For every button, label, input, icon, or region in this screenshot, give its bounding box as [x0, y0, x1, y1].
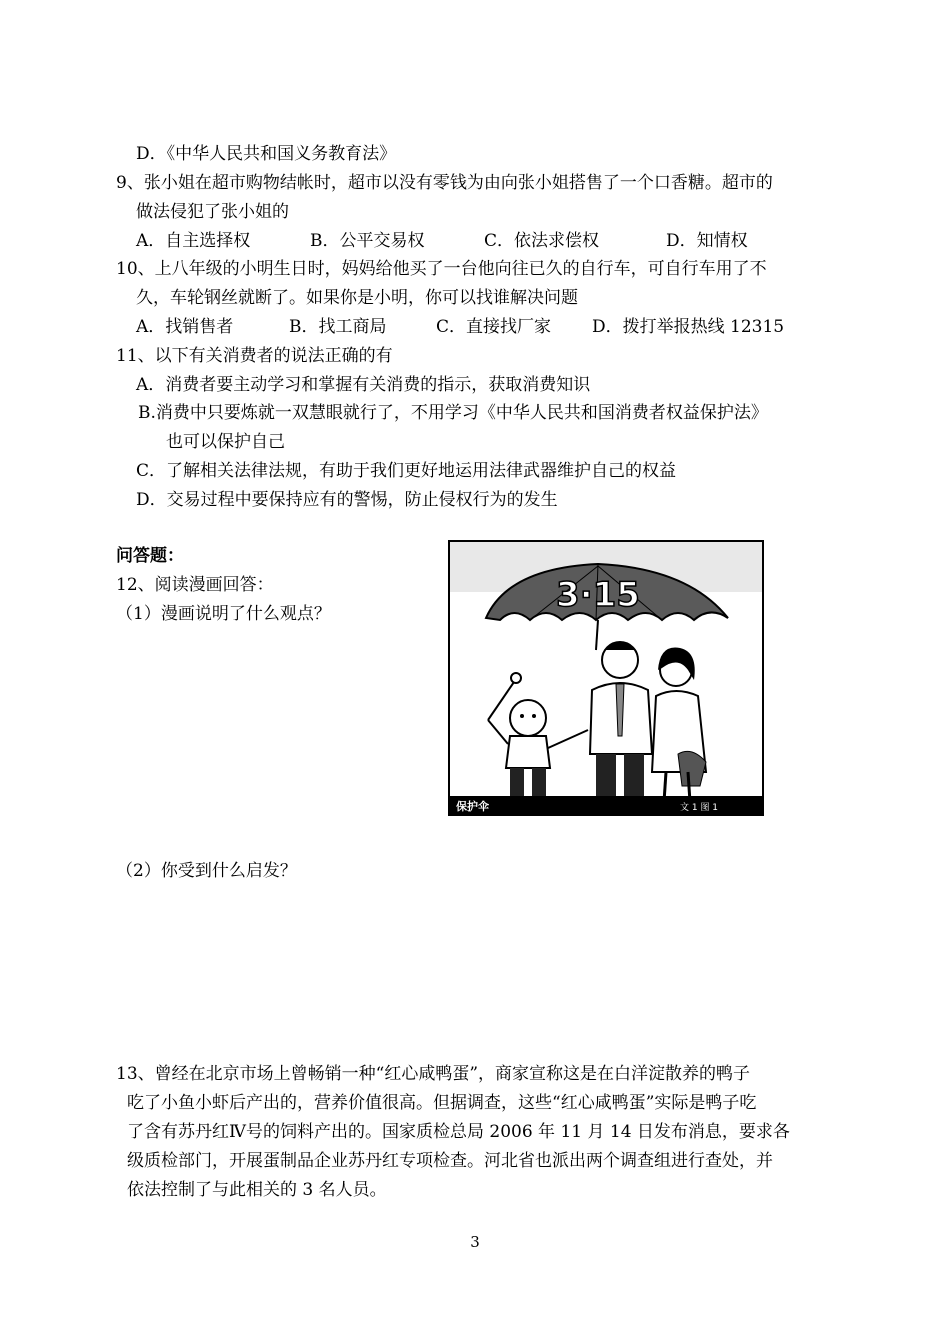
- q11-option-b-line2: 也可以保护自己: [166, 432, 285, 452]
- q10-stem-line1: 10、上八年级的小明生日时，妈妈给他买了一台他向往已久的自行车，可自行车用了不: [116, 259, 767, 279]
- q11-option-d: D．交易过程中要保持应有的警惕，防止侵权行为的发生: [136, 490, 558, 510]
- q9-stem-line2: 做法侵犯了张小姐的: [136, 202, 289, 222]
- page-number: 3: [470, 1233, 480, 1251]
- cartoon-caption-right: 文 1 图 1: [680, 803, 719, 813]
- q9-option-a: A．自主选择权: [136, 231, 251, 251]
- q11-option-c: C．了解相关法律法规，有助于我们更好地运用法律武器维护自己的权益: [136, 461, 677, 481]
- q13-line2: 吃了小鱼小虾后产出的，营养价值很高。但据调查，这些“红心咸鸭蛋”实际是鸭子吃: [127, 1093, 757, 1113]
- q10-stem-line2: 久，车轮钢丝就断了。如果你是小明，你可以找谁解决问题: [136, 288, 578, 308]
- q9-stem-line1: 9、张小姐在超市购物结帐时，超市以没有零钱为由向张小姐搭售了一个口香糖。超市的: [116, 173, 773, 193]
- q10-option-a: A．找销售者: [136, 317, 234, 337]
- q9-option-b: B．公平交易权: [310, 231, 425, 251]
- q12-stem: 12、阅读漫画回答：: [116, 575, 274, 595]
- cartoon-image: [448, 540, 764, 816]
- q9-option-d: D．知情权: [666, 231, 748, 251]
- q13-line5: 依法控制了与此相关的 3 名人员。: [127, 1180, 387, 1200]
- umbrella-text: 3·15: [556, 575, 640, 615]
- q13-line4: 级质检部门，开展蛋制品企业苏丹红专项检查。河北省也派出两个调查组进行查处，并: [127, 1151, 773, 1171]
- cartoon-caption-left: 保护伞: [456, 800, 489, 813]
- q11-option-b-line1: B.消费中只要炼就一双慧眼就行了，不用学习《中华人民共和国消费者权益保护法》: [138, 403, 768, 423]
- q9-option-c: C．依法求偿权: [484, 231, 600, 251]
- q11-stem: 11、以下有关消费者的说法正确的有: [116, 346, 393, 366]
- q12-sub2: （2）你受到什么启发？: [116, 861, 297, 881]
- q10-option-b: B．找工商局: [289, 317, 387, 337]
- section-title: 问答题：: [116, 546, 184, 566]
- q13-line1: 13、曾经在北京市场上曾畅销一种“红心咸鸭蛋”，商家宣称这是在白洋淀散养的鸭子: [116, 1064, 751, 1084]
- q12-sub1: （1）漫画说明了什么观点？: [116, 604, 331, 624]
- q13-line3: 了含有苏丹红Ⅳ号的饲料产出的。国家质检总局 2006 年 11 月 14 日发布消息，要求各: [127, 1122, 790, 1142]
- q10-option-c: C．直接找厂家: [436, 317, 552, 337]
- q10-option-d: D．拨打举报热线 12315: [592, 317, 785, 337]
- q8-option-d: D．《中华人民共和国义务教育法》: [136, 144, 397, 164]
- q11-option-a: A．消费者要主动学习和掌握有关消费的指示，获取消费知识: [136, 375, 591, 395]
